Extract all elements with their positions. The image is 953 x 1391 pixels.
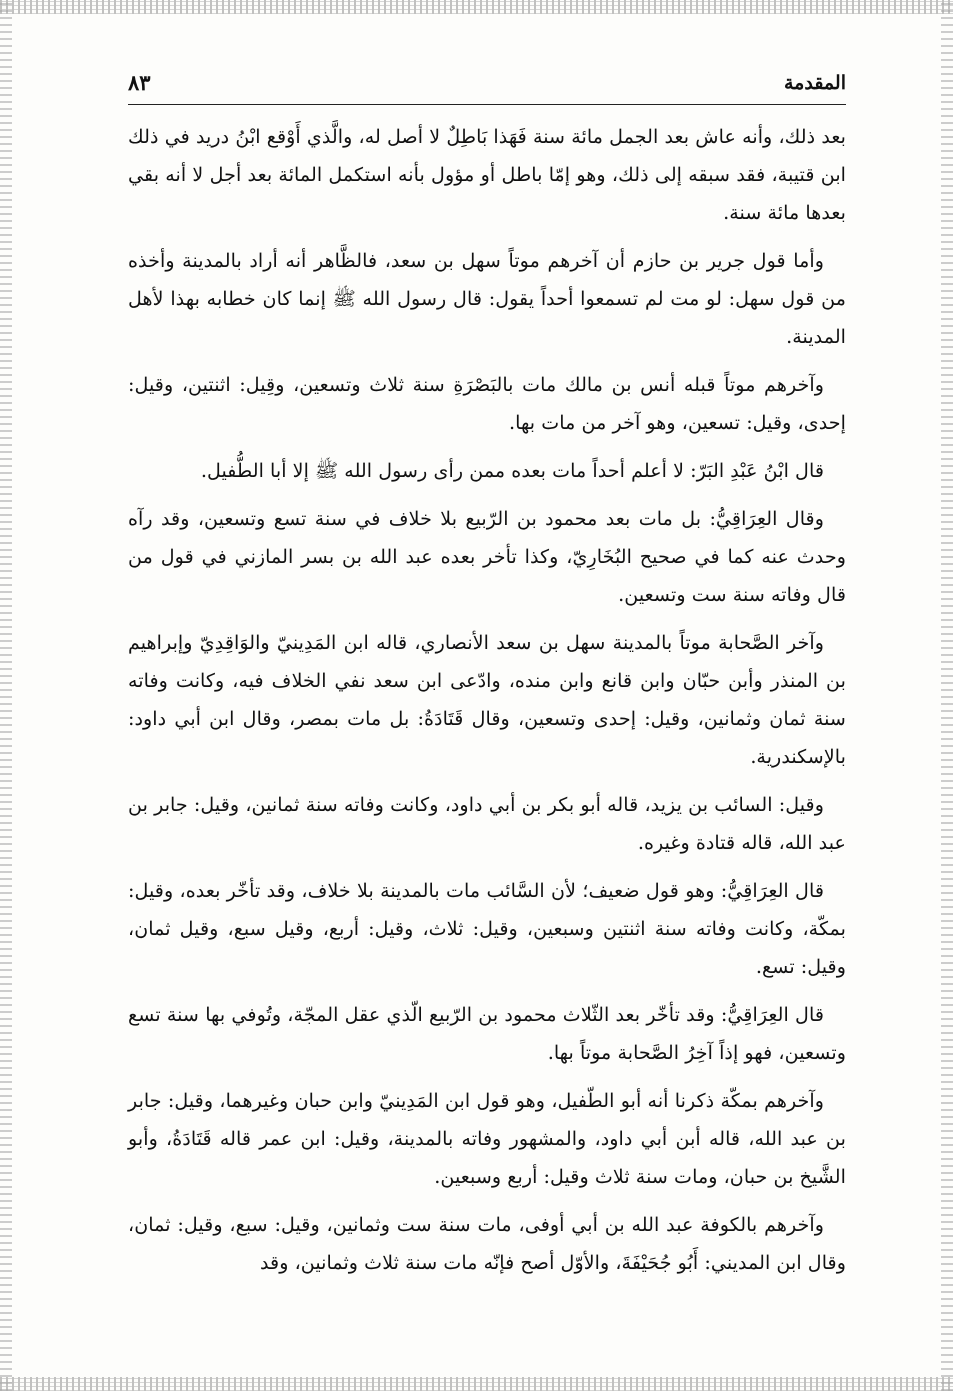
paragraph: وآخرهم بمكّة ذكرنا أنه أبو الطّفيل، وهو قول ابن المَدِينيّ وابن حبان وغيرهما، وقيل: جابر بن عبد الله، قاله أبن أبي داود، والمشهور وفاته بالمدينة، وقيل: ابن عمر قاله قَتَادَةُ، وأبو الشَّيخ بن حبان، ومات سنة ثلاث وقيل: أربع وسبعين. bbox=[128, 1089, 846, 1188]
paragraph: بعد ذلك، وأنه عاش بعد الجمل مائة سنة فَهَذا بَاطِلٌ لا أصل له، والَّذي أَوْقع ابْنُ دريد في ذلك ابن قتيبة، فقد سبقه إلى ذلك، وهو إمّا باطل أو مؤول بأنه استكمل المائة بعد أجل لا أنه بقي بعدها مائة سنة. bbox=[128, 125, 846, 224]
decorative-border-right bbox=[941, 0, 953, 1391]
header-rule bbox=[128, 104, 846, 105]
paragraph: قال العِرَاقِيُّ: وقد تأخّر بعد الثّلاث محمود بن الرّبيع الّذي عقل المجّة، وتُوفي بها سنة تسع وتسعين، فهو إذاً آخِرُ الصَّحابة موتاً بها. bbox=[128, 1003, 846, 1064]
running-title: المقدمة bbox=[783, 72, 846, 94]
decorative-border-bottom bbox=[0, 1377, 953, 1391]
decorative-border-left bbox=[0, 0, 12, 1391]
paragraph: قال العِرَاقِيُّ: وهو قول ضعيف؛ لأن السَّائب مات بالمدينة بلا خلاف، وقد تأخّر بعده، وقيل: بمكّة، وكانت وفاته سنة اثنتين وسبعين، وقيل: ثلاث، وقيل: أربع، وقيل سبع، وقيل ثمان، وقيل: تسع. bbox=[128, 879, 846, 978]
paragraph: وقال العِرَاقِيُّ: بل مات بعد محمود بن الرّبيع بلا خلاف في سنة تسع وتسعين، وقد رآه وحدث عنه كما في صحيح البُخَارِيّ، وكذا تأخر بعده عبد الله بن بسر المازني في قول من قال وفاته سنة ست وتسعين. bbox=[128, 507, 846, 606]
paragraph: وقيل: السائب بن يزيد، قاله أبو بكر بن أبي داود، وكانت وفاته سنة ثمانين، وقيل: جابر بن عبد الله، قاله قتادة وغيره. bbox=[128, 793, 846, 854]
paragraph: وآخر الصَّحابة موتاً بالمدينة سهل بن سعد الأنصاري، قاله ابن المَدِينيّ والوَاقِدِيّ وإبراهيم بن المنذر وأبن حبّان وابن قانع وابن منده، وادّعى ابن سعد نفي الخلاف فيه، وكانت وفاته سنة ثمان وثمانين، وقيل: إحدى وتسعين، وقال قَتَادَةُ: بل مات بمصر، وقال ابن أبي داود: بالإسكندرية. bbox=[128, 631, 846, 768]
paragraph: وآخرهم بالكوفة عبد الله بن أبي أوفى، مات سنة ست وثمانين، وقيل: سبع، وقيل: ثمان، وقال ابن المديني: أَبُو جُحَيْفَةَ، والأوّل أصح فإنّه مات سنة ثلاث وثمانين، وقد bbox=[128, 1213, 846, 1274]
decorative-border-top bbox=[0, 0, 953, 14]
body-text bbox=[128, 118, 846, 1292]
paragraph: وأما قول جرير بن حازم أن آخرهم موتاً سهل بن سعد، فالظَّاهر أنه أراد بالمدينة وأخذه من قول سهل: لو مت لم تسمعوا أحداً يقول: قال رسول الله ﷺ إنما كان خطابه بهذا لأهل المدينة. bbox=[128, 249, 846, 348]
page-number: ٨٣ bbox=[128, 70, 151, 95]
page-header bbox=[128, 70, 846, 100]
paragraph: وآخرهم موتاً قبله أنس بن مالك مات بالبَصْرَةِ سنة ثلاث وتسعين، وقِيل: اثنتين، وقيل: إحدى، وقيل: تسعين، وهو آخر من مات بها. bbox=[128, 373, 846, 434]
paragraph: قال ابْنُ عَبْدِ البَرّ: لا أعلم أحداً مات بعده ممن رأى رسول الله ﷺ إلا أبا الطُّفيل. bbox=[200, 459, 824, 482]
